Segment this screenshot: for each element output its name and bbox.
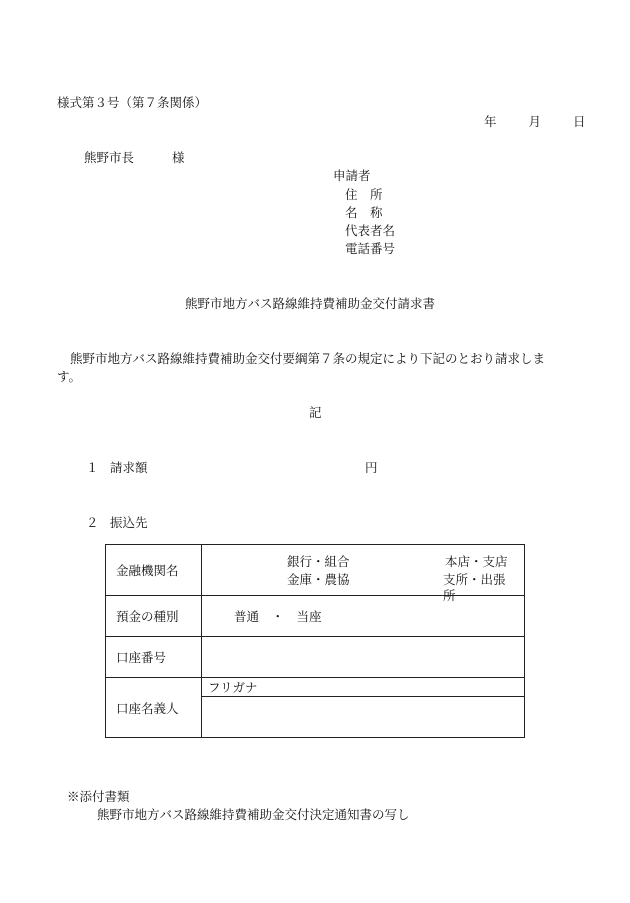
branch-type-2: 支所・出張所	[443, 572, 506, 603]
body-text-line-2: す。	[57, 369, 82, 384]
item2-number: ２	[86, 515, 99, 530]
ki-heading: 記	[309, 405, 322, 420]
row-account-number	[106, 637, 525, 678]
item1-label: 請求額	[110, 460, 148, 475]
inst-type-1: 銀行・組合	[287, 554, 350, 569]
applicant-phone-label: 電話番号	[345, 241, 396, 256]
date-day: 日	[572, 114, 586, 129]
inst-type-2: 金庫・農協	[287, 572, 350, 587]
applicant-heading: 申請者	[333, 168, 371, 183]
bank-info-table	[105, 544, 525, 738]
account-number-label: 口座番号	[106, 637, 202, 678]
account-holder-value	[202, 697, 525, 738]
date-month: 月	[528, 114, 541, 129]
document-title: 熊野市地方バス路線維持費補助金交付請求書	[185, 296, 436, 311]
date-year: 年	[484, 114, 497, 129]
item1-number: １	[86, 460, 99, 475]
applicant-address-label: 住 所	[345, 187, 383, 202]
account-holder-label: 口座名義人	[106, 678, 202, 738]
applicant-name-label: 名 称	[345, 205, 383, 220]
row-account-holder	[106, 678, 525, 697]
deposit-label: 預金の種別	[106, 596, 202, 637]
form-header: 様式第３号（第７条関係）	[57, 95, 208, 110]
item1-unit: 円	[365, 460, 378, 475]
addressee	[84, 150, 185, 166]
item2-label: 振込先	[110, 515, 148, 530]
deposit-options: 普通 ・ 当座	[202, 596, 525, 637]
institution-label: 金融機関名	[106, 545, 202, 596]
branch-type-1: 本店・支店	[445, 554, 508, 569]
addressee-honorific: 様	[171, 150, 185, 165]
body-text-line-1: 熊野市地方バス路線維持費補助金交付要綱第７条の規定により下記のとおり請求しま	[70, 351, 546, 366]
attachments-heading: ※添付書類	[67, 789, 130, 804]
institution-value	[202, 545, 525, 603]
date-line	[484, 114, 585, 130]
account-number-value	[202, 637, 525, 678]
addressee-name: 熊野市長	[84, 150, 135, 165]
applicant-representative-label: 代表者名	[345, 223, 396, 238]
furigana-label: フリガナ	[202, 678, 525, 697]
row-institution	[106, 545, 525, 596]
attachments-item: 熊野市地方バス路線維持費補助金交付決定通知書の写し	[97, 807, 410, 822]
